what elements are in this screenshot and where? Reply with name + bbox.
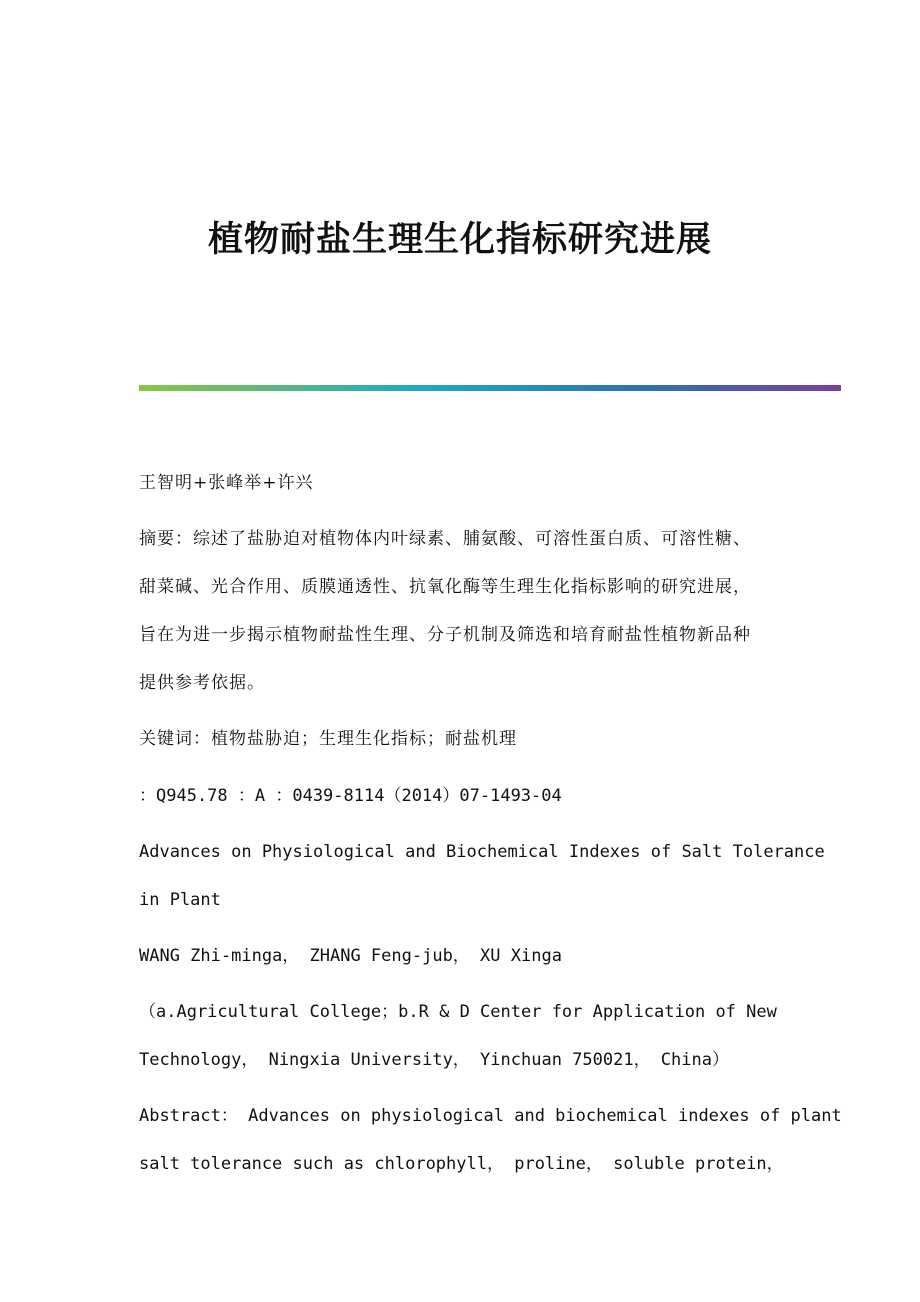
abstract-cn-line: 旨在为进一步揭示植物耐盐性生理、分子机制及筛选和培育耐盐性植物新品种: [139, 625, 751, 645]
paper-title: 植物耐盐生理生化指标研究进展: [207, 219, 712, 260]
authors-cn: 王智明+张峰举+许兴: [139, 473, 314, 493]
classification-codes: ：Q945.78 ：A ：0439-8114（2014）07-1493-04: [139, 786, 562, 806]
abstract-cn-line: 提供参考依据。: [139, 673, 265, 693]
english-title-line: Advances on Physiological and Biochemical Indexes of Salt Tolerance: [139, 842, 825, 862]
affiliation-line: Technology， Ningxia University， Yinchuan 750021， China）: [139, 1050, 729, 1070]
keywords-cn: 关键词：植物盐胁迫；生理生化指标；耐盐机理: [139, 729, 517, 749]
abstract-en-line: salt tolerance such as chlorophyll， proline， soluble protein，: [139, 1154, 784, 1174]
abstract-en-line: Abstract： Advances on physiological and biochemical indexes of plant: [139, 1106, 842, 1126]
authors-en: WANG Zhi-minga， ZHANG Feng-jub， XU Xinga: [139, 946, 562, 966]
title-divider-rule: [139, 385, 841, 391]
english-title-line: in Plant: [139, 890, 221, 910]
abstract-cn-line: 甜菜碱、光合作用、质膜通透性、抗氧化酶等生理生化指标影响的研究进展，: [139, 577, 751, 597]
abstract-cn-line: 摘要：综述了盐胁迫对植物体内叶绿素、脯氨酸、可溶性蛋白质、可溶性糖、: [139, 529, 751, 549]
affiliation-line: （a.Agricultural College；b.R & D Center for Application of New: [139, 1002, 777, 1022]
